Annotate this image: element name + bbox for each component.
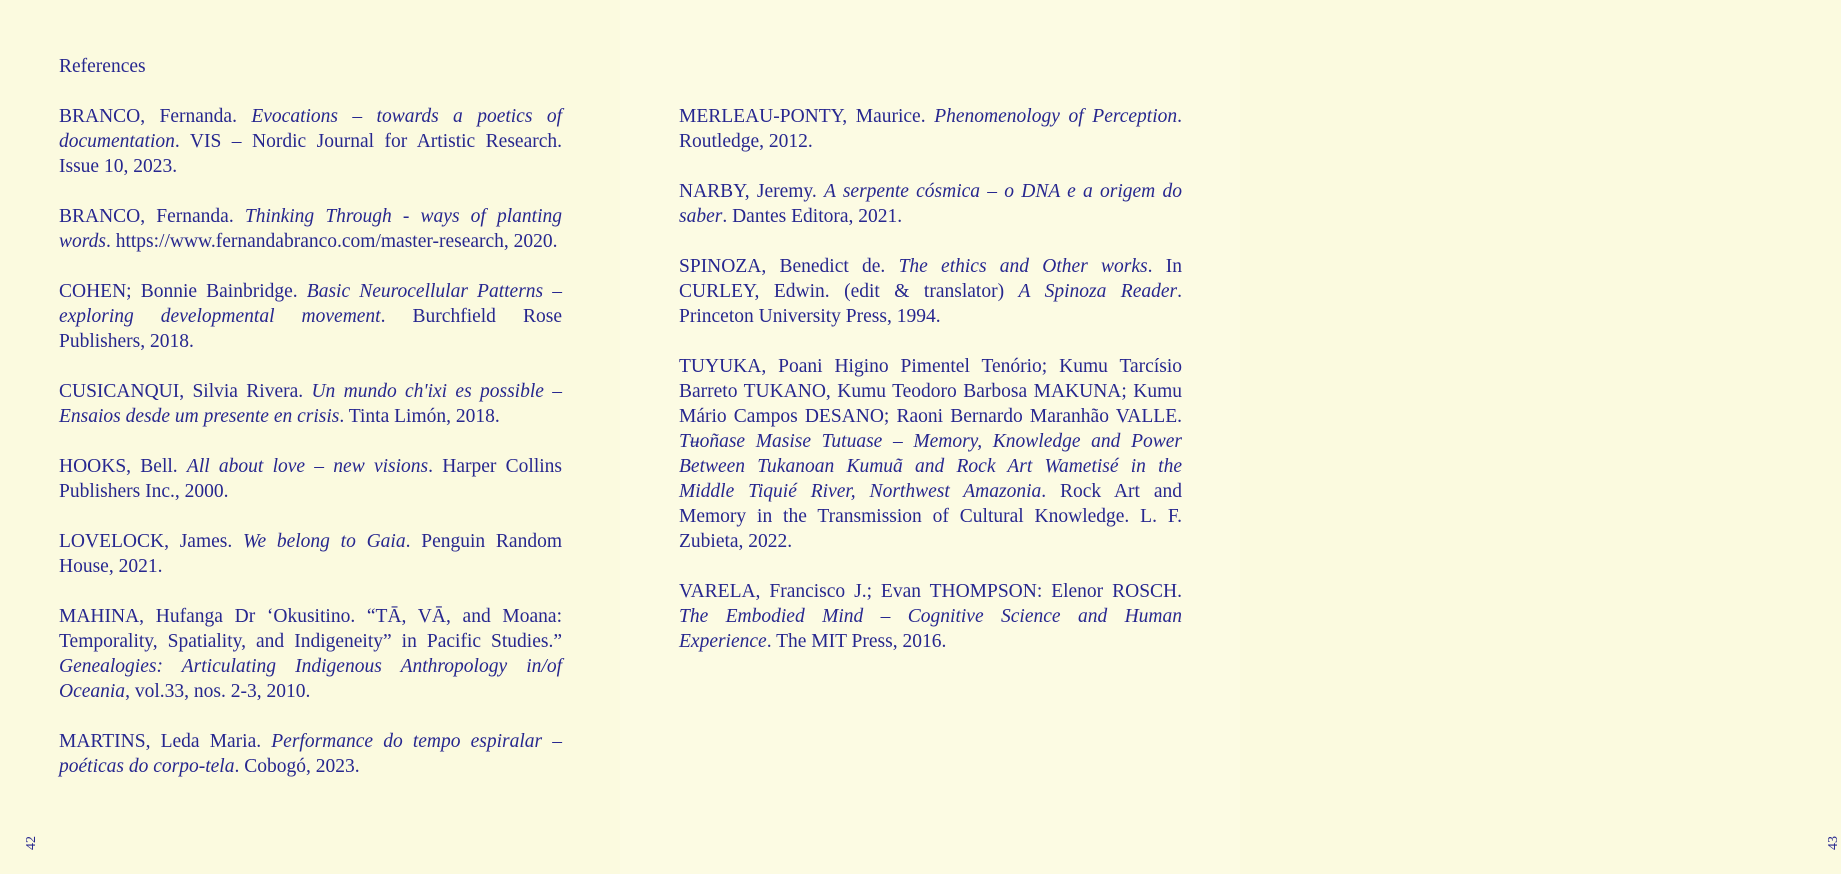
reference-title: Evocations – towards a poetics of documentation (59, 106, 562, 152)
reference-title: Basic Neurocellular Patterns – exploring developmental movement (59, 281, 562, 327)
reference-entry: SPINOZA, Benedict de. The ethics and Other works. In CURLEY, Edwin. (edit & translator) A Spinoza Reader. Princeton University Press, 1994. (679, 256, 1182, 327)
reference-entry: HOOKS, Bell. All about love – new visions. Harper Collins Publishers Inc., 2000. (59, 456, 562, 502)
references-heading: References (59, 56, 146, 77)
left-references-list (59, 104, 562, 779)
reference-entry: MARTINS, Leda Maria. Performance do tempo espiralar – poéticas do corpo-tela. Cobogó, 2023. (59, 731, 562, 777)
reference-title: Un mundo ch'ixi es possible – Ensaios desde um presente en crisis (59, 381, 562, 427)
reference-entry: COHEN; Bonnie Bainbridge. Basic Neurocellular Patterns – exploring developmental movement. Burchfield Rose Publishers, 2018. (59, 281, 562, 352)
reference-entry: NARBY, Jeremy. A serpente cósmica – o DNA e a origem do saber. Dantes Editora, 2021. (679, 181, 1182, 227)
reference-entry: CUSICANQUI, Silvia Rivera. Un mundo ch'ixi es possible – Ensaios desde um presente en crisis. Tinta Limón, 2018. (59, 381, 562, 427)
reference-entry: MERLEAU-PONTY, Maurice. Phenomenology of Perception. Routledge, 2012. (679, 106, 1182, 152)
reference-title: The ethics and Other works (898, 256, 1148, 277)
reference-title: A serpente cósmica – o DNA e a origem do saber (679, 181, 1182, 227)
reference-title: Genealogies: Articulating Indigenous Anthropology in/of Oceania (59, 656, 562, 702)
reference-title: Thinking Through - ways of planting words (59, 206, 562, 252)
reference-title: Phenomenology of Perception (934, 106, 1178, 127)
reference-entry: VARELA, Francisco J.; Evan THOMPSON: Elenor ROSCH. The Embodied Mind – Cognitive Science and Human Experience. The MIT Press, 2016. (679, 581, 1182, 652)
reference-title: Performance do tempo espiralar – poéticas do corpo-tela (59, 731, 562, 777)
reference-title: All about love – new visions (186, 456, 429, 477)
left-page (0, 0, 620, 874)
reference-title: The Embodied Mind – Cognitive Science and Human Experience (679, 606, 1182, 652)
reference-title: Tʉoñase Masise Tutuase – Memory, Knowledge and Power Between Tukanoan Kumuã and Rock Art Wametisé in the Middle Tiquié River, Northwest Amazonia (679, 431, 1182, 502)
reference-title: We belong to Gaia (242, 531, 406, 552)
right-column (679, 104, 1182, 679)
reference-entry: LOVELOCK, James. We belong to Gaia. Penguin Random House, 2021. (59, 531, 562, 577)
reference-entry: BRANCO, Fernanda. Evocations – towards a poetics of documentation. VIS – Nordic Journal for Artistic Research. Issue 10, 2023. (59, 106, 562, 177)
reference-entry: TUYUKA, Poani Higino Pimentel Tenório; Kumu Tarcísio Barreto TUKANO, Kumu Teodoro Barbosa MAKUNA; Kumu Mário Campos DESANO; Raoni Bernardo Maranhão VALLE. Tʉoñase Masise Tutuase – Memory, Knowledge and Power Between Tukanoan Kumuã and Rock Art Wametisé in the Middle Tiquié River, Northwest Amazonia. Rock Art and Memory in the Transmission of Cultural Knowledge. L. F. Zubieta, 2022. (679, 356, 1182, 552)
page-number-right: 43 (1826, 836, 1841, 850)
reference-title: A Spinoza Reader (1018, 281, 1178, 302)
page-number-left: 42 (24, 836, 39, 850)
reference-entry: MAHINA, Hufanga Dr ‘Okusitino. “TĀ, VĀ, and Moana: Temporality, Spatiality, and Indigeneity” in Pacific Studies.” Genealogies: Articulating Indigenous Anthropology in/of Oceania, vol.33, nos. 2-3, 2010. (59, 606, 562, 702)
reference-entry: BRANCO, Fernanda. Thinking Through - ways of planting words. https://www.fernandabranco.com/master-research, 2020. (59, 206, 562, 252)
left-column (59, 54, 562, 804)
right-page (620, 0, 1841, 874)
